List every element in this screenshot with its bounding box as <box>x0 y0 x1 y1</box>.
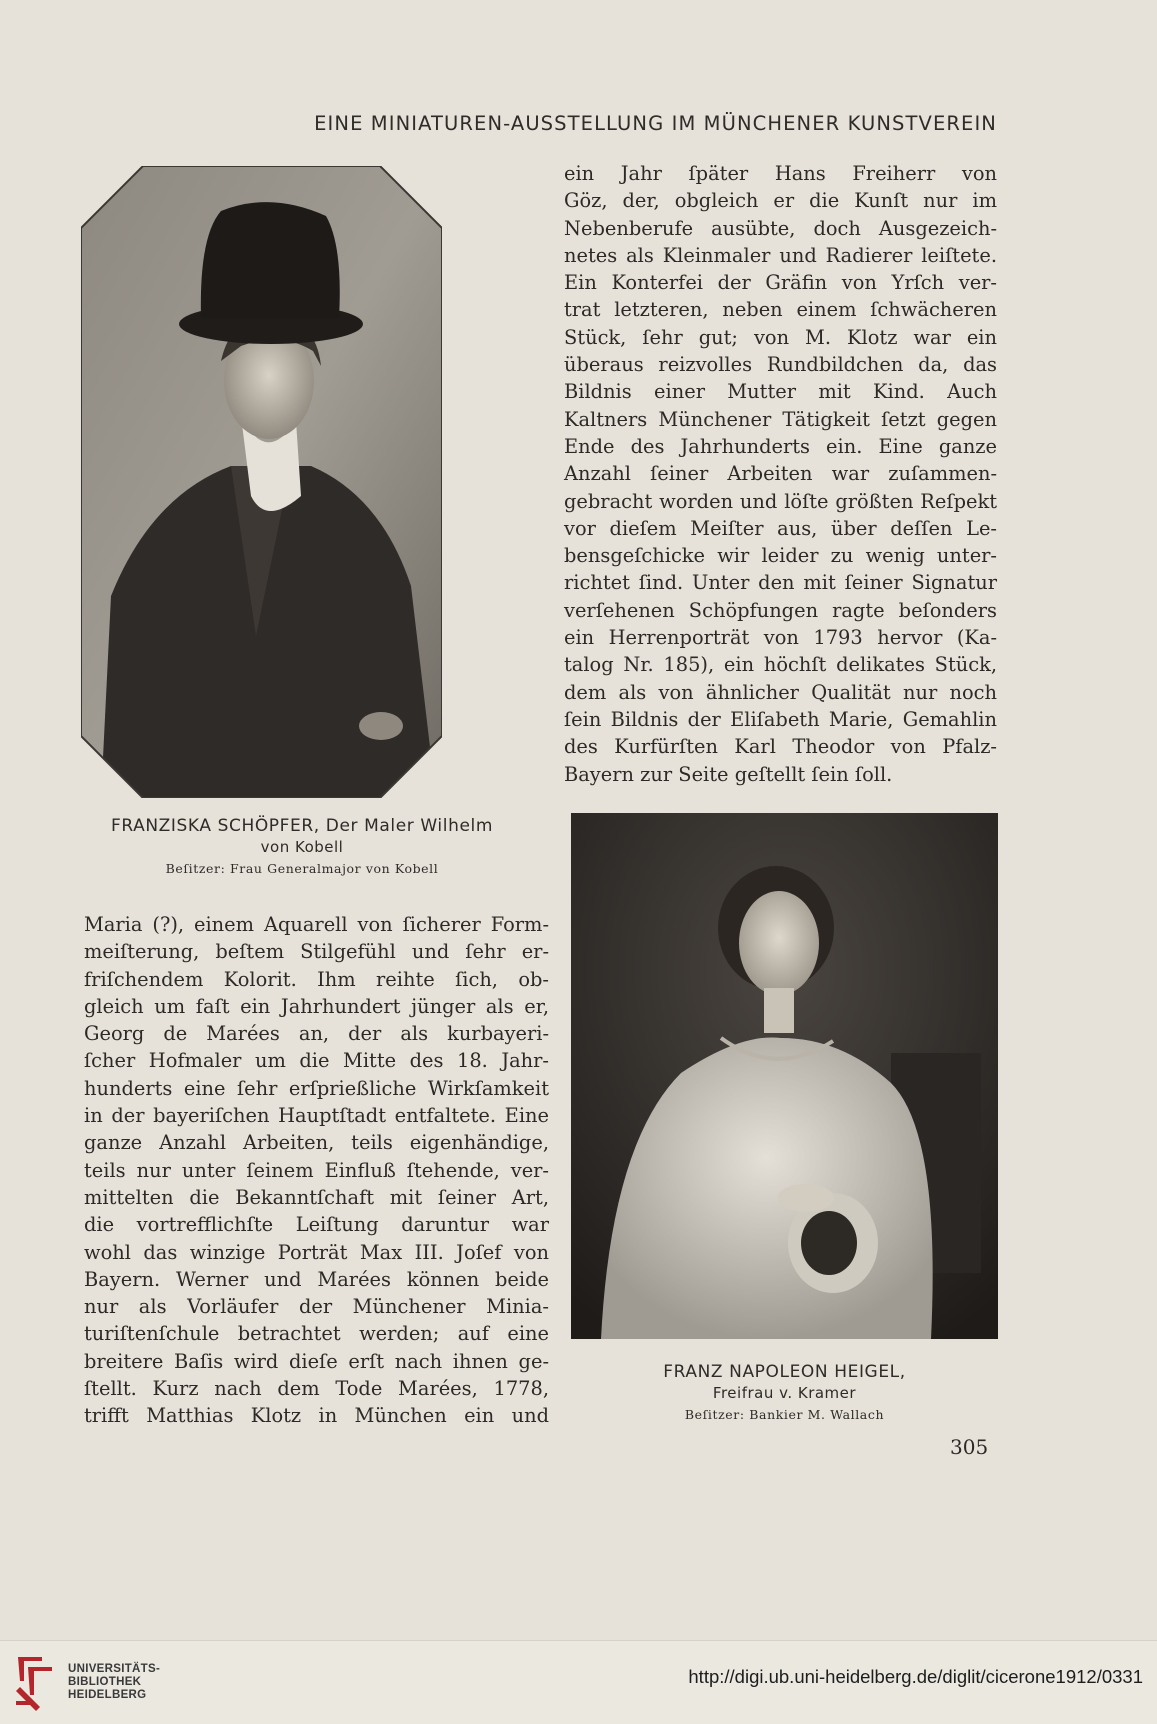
portrait-wilhelm-von-kobell <box>81 166 442 798</box>
text-line: ſcher Hofmaler um die Mitte des 18. Jahr- <box>84 1049 549 1073</box>
text-line: Georg de Marées an, der als kurbayeri- <box>84 1022 549 1046</box>
library-name-line3: HEIDELBERG <box>68 1689 147 1701</box>
text-line: Maria (?), einem Aquarell von ſicherer Form- <box>84 913 549 936</box>
library-name-line2: BIBLIOTHEK <box>68 1676 142 1688</box>
caption-kramer-portrait <box>571 1361 998 1425</box>
text-line: vor dieſem Meiſter aus, über deſſen Le- <box>564 516 997 540</box>
text-line: überaus reizvolles Rundbildchen da, das <box>564 353 997 377</box>
text-line: ein Jahr ſpäter Hans Freiherr von <box>564 162 997 185</box>
text-line: ſein Bildnis der Eliſabeth Marie, Gemahlin <box>564 707 997 731</box>
caption-title: FRANZISKA SCHÖPFER, Der Maler Wilhelm <box>111 816 493 836</box>
text-line: ein Herrenporträt von 1793 hervor (Ka- <box>564 626 997 650</box>
text-line: Bayern. Werner und Marées können beide <box>84 1267 549 1291</box>
text-line: in der bayeriſchen Hauptſtadt entfaltete. Eine <box>84 1104 549 1128</box>
text-line: nur als Vorläufer der Münchener Minia- <box>84 1295 549 1319</box>
caption-kobell-portrait <box>82 815 522 879</box>
text-line: Ein Konterfei der Gräfin von Yrſch ver- <box>564 271 997 295</box>
text-line: des Kurfürſten Karl Theodor von Pfalz- <box>564 735 997 759</box>
library-name <box>68 1663 160 1702</box>
text-line: turiſtenſchule betrachtet werden; auf eine <box>84 1322 549 1346</box>
caption-title: FRANZ NAPOLEON HEIGEL, <box>663 1362 906 1382</box>
text-line: teils nur unter ſeinem Einfluß ſtehende, ver- <box>84 1158 549 1182</box>
running-head: EINE MINIATUREN-AUSSTELLUNG IM MÜNCHENER KUNSTVEREIN <box>314 112 997 135</box>
portrait-freifrau-v-kramer <box>571 813 998 1339</box>
caption-subtitle: von Kobell <box>260 838 344 856</box>
text-line: Anzahl ſeiner Arbeiten war zuſammen- <box>564 462 997 486</box>
text-line: dem als von ähnlicher Qualität nur noch <box>564 680 997 704</box>
viewer-footer <box>0 1640 1157 1724</box>
text-line: hunderts eine ſehr erſprießliche Wirkſamkeit <box>84 1076 549 1100</box>
text-line: Bildnis einer Mutter mit Kind. Auch <box>564 380 997 404</box>
text-line: gebracht worden und löſte größten Reſpekt <box>564 489 997 513</box>
text-line: Nebenberufe ausübte, doch Ausgezeich- <box>564 216 997 240</box>
text-line: Ende des Jahrhunderts ein. Eine ganze <box>564 434 997 458</box>
text-line: richtet ſind. Unter den mit ſeiner Signatur <box>564 571 997 595</box>
caption-owner: Beſitzer: Frau Generalmajor von Kobell <box>165 861 439 876</box>
text-line: Stück, ſehr gut; von M. Klotz war ein <box>564 325 997 349</box>
text-line: Kaltners Münchener Tätigkeit ſetzt gegen <box>564 407 997 431</box>
library-name-line1: UNIVERSITÄTS- <box>68 1663 161 1675</box>
permalink-url[interactable]: http://digi.ub.uni-heidelberg.de/diglit/cicerone1912/0331 <box>688 1666 1143 1687</box>
text-line: friſchendem Kolorit. Ihm reihte ſich, ob- <box>84 967 549 991</box>
text-line: Göz, der, obgleich er die Kunſt nur im <box>564 189 997 213</box>
text-line: bensgeſchicke wir leider zu wenig unter- <box>564 544 997 568</box>
text-line: ganze Anzahl Arbeiten, teils eigenhändige, <box>84 1131 549 1155</box>
text-line: talog Nr. 185), ein höchſt delikates Stück, <box>564 653 997 677</box>
text-line: verſehenen Schöpfungen ragte beſonders <box>564 598 997 622</box>
text-line: trat letzteren, neben einem ſchwächeren <box>564 298 997 322</box>
text-line: gleich um faſt ein Jahrhundert jünger als er, <box>84 994 549 1018</box>
text-line: meiſterung, beſtem Stilgefühl und ſehr er- <box>84 940 549 964</box>
caption-owner: Beſitzer: Bankier M. Wallach <box>684 1407 885 1422</box>
text-line: breitere Baſis wird dieſe erſt nach ihnen ge- <box>84 1349 549 1373</box>
text-line: mittelten die Bekanntſchaft mit ſeiner Art, <box>84 1185 549 1209</box>
text-column-right <box>564 160 997 788</box>
page-number: 305 <box>950 1435 989 1459</box>
university-library-logo-icon[interactable] <box>12 1651 60 1715</box>
text-line: ſtellt. Kurz nach dem Tode Marées, 1778, <box>84 1377 549 1401</box>
text-line: die vortrefflichſte Leiſtung daruntur war <box>84 1213 549 1237</box>
caption-subtitle: Freifrau v. Kramer <box>712 1384 857 1402</box>
text-line: trifft Matthias Klotz in München ein und <box>84 1404 549 1428</box>
text-line: netes als Kleinmaler und Radierer leiſtete. <box>564 243 997 267</box>
text-line: wohl das winzige Porträt Max III. Joſef von <box>84 1240 549 1264</box>
text-column-left <box>84 911 549 1430</box>
text-line: Bayern zur Seite geſtellt ſein ſoll. <box>564 762 893 786</box>
